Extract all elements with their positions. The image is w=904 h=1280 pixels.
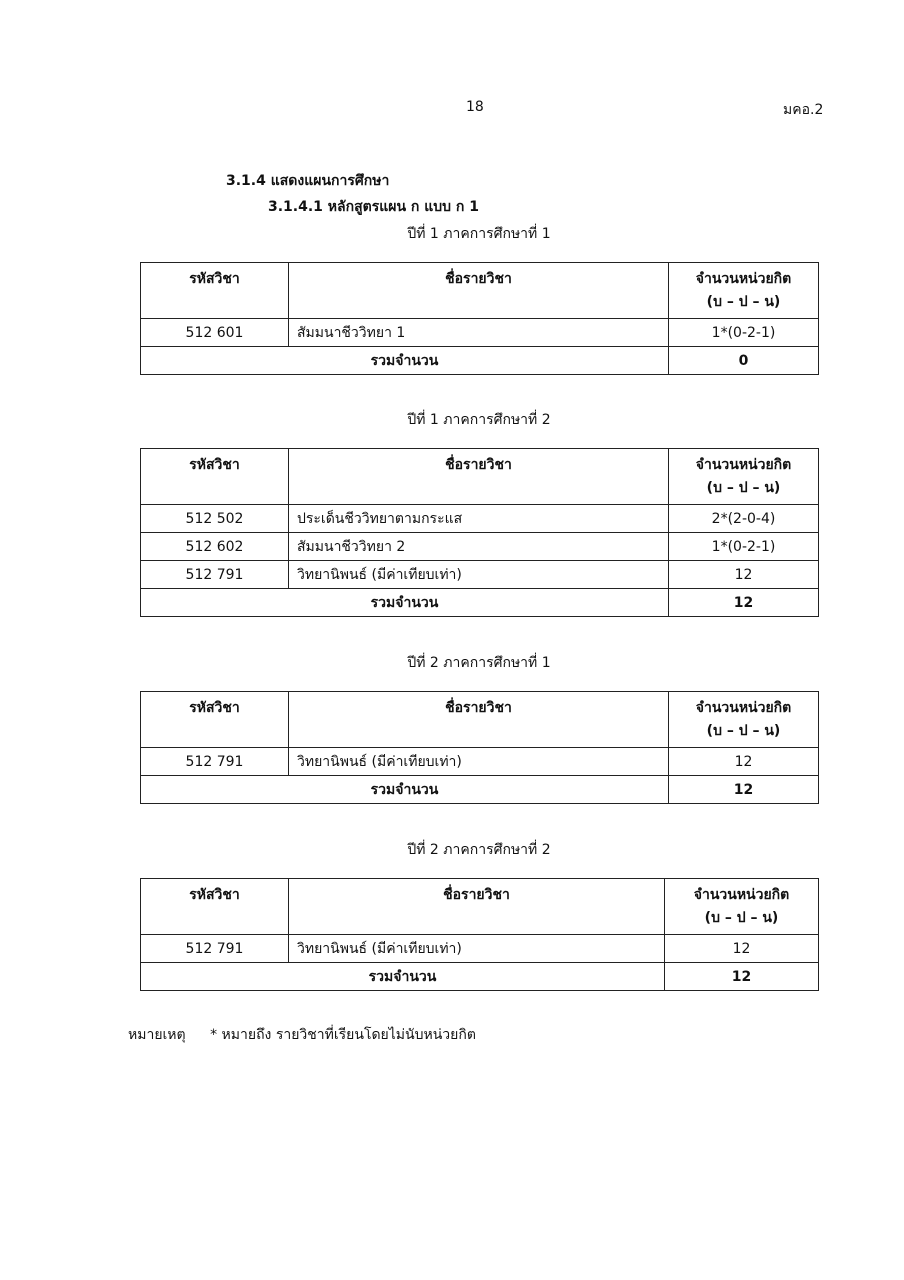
header-course-code: รหัสวิชา [141,692,289,748]
header-credits-label: จำนวนหน่วยกิต [695,700,792,716]
course-credits: 12 [669,561,819,589]
course-name: ประเด็นชีววิทยาตามกระแส [289,505,669,533]
header-course-code: รหัสวิชา [141,263,289,319]
total-row [141,347,819,375]
table-row [141,505,819,533]
header-credits [669,449,819,505]
course-code: 512 602 [141,533,289,561]
total-row [141,589,819,617]
total-credits: 12 [669,589,819,617]
course-code: 512 791 [141,748,289,776]
table-header-row [141,263,819,319]
total-label: รวมจำนวน [141,347,669,375]
header-course-name: ชื่อรายวิชา [289,692,669,748]
total-row [141,776,819,804]
course-name: สัมมนาชีววิทยา 2 [289,533,669,561]
table-row [141,319,819,347]
term-title: ปีที่ 1 ภาคการศึกษาที่ 2 [407,412,551,428]
header-credits-label: จำนวนหน่วยกิต [695,271,792,287]
header-credits-format: (บ – ป – น) [706,480,781,496]
table-header-row [141,692,819,748]
table-row [141,533,819,561]
subsection-heading: 3.1.4.1 หลักสูตรแผน ก แบบ ก 1 [268,199,480,215]
header-credits-format: (บ – ป – น) [706,294,781,310]
document-code: มคอ.2 [783,102,824,118]
total-label: รวมจำนวน [141,589,669,617]
page-number: 18 [466,99,484,115]
header-course-name: ชื่อรายวิชา [289,879,665,935]
footnote-label: หมายเหตุ [128,1027,186,1043]
course-code: 512 791 [141,561,289,589]
footnote-text: * หมายถึง รายวิชาที่เรียนโดยไม่นับหน่วยกิต [210,1027,476,1043]
header-credits-format: (บ – ป – น) [706,723,781,739]
total-row [141,963,819,991]
total-credits: 12 [665,963,819,991]
course-credits: 2*(2-0-4) [669,505,819,533]
table-row [141,561,819,589]
total-credits: 12 [669,776,819,804]
footnote [128,1024,476,1046]
header-credits-label: จำนวนหน่วยกิต [693,887,790,903]
table-row [141,748,819,776]
term-title: ปีที่ 2 ภาคการศึกษาที่ 1 [407,655,551,671]
header-credits-format: (บ – ป – น) [704,910,779,926]
header-course-name: ชื่อรายวิชา [289,449,669,505]
course-credits: 12 [665,935,819,963]
course-credits: 1*(0-2-1) [669,319,819,347]
header-course-code: รหัสวิชา [141,449,289,505]
course-code: 512 791 [141,935,289,963]
header-course-name: ชื่อรายวิชา [289,263,669,319]
total-label: รวมจำนวน [141,963,665,991]
course-table [140,262,819,375]
header-credits [665,879,819,935]
header-credits-label: จำนวนหน่วยกิต [695,457,792,473]
course-name: วิทยานิพนธ์ (มีค่าเทียบเท่า) [289,561,669,589]
term-title: ปีที่ 2 ภาคการศึกษาที่ 2 [407,842,551,858]
course-name: วิทยานิพนธ์ (มีค่าเทียบเท่า) [289,748,669,776]
course-name: สัมมนาชีววิทยา 1 [289,319,669,347]
course-code: 512 502 [141,505,289,533]
section-heading: 3.1.4 แสดงแผนการศึกษา [226,173,390,189]
term-title: ปีที่ 1 ภาคการศึกษาที่ 1 [407,226,551,242]
course-credits: 12 [669,748,819,776]
table-header-row [141,449,819,505]
header-course-code: รหัสวิชา [141,879,289,935]
total-credits: 0 [669,347,819,375]
header-credits [669,692,819,748]
course-table [140,448,819,617]
table-header-row [141,879,819,935]
table-row [141,935,819,963]
course-name: วิทยานิพนธ์ (มีค่าเทียบเท่า) [289,935,665,963]
course-table [140,691,819,804]
header-credits [669,263,819,319]
total-label: รวมจำนวน [141,776,669,804]
course-credits: 1*(0-2-1) [669,533,819,561]
course-code: 512 601 [141,319,289,347]
course-table [140,878,819,991]
